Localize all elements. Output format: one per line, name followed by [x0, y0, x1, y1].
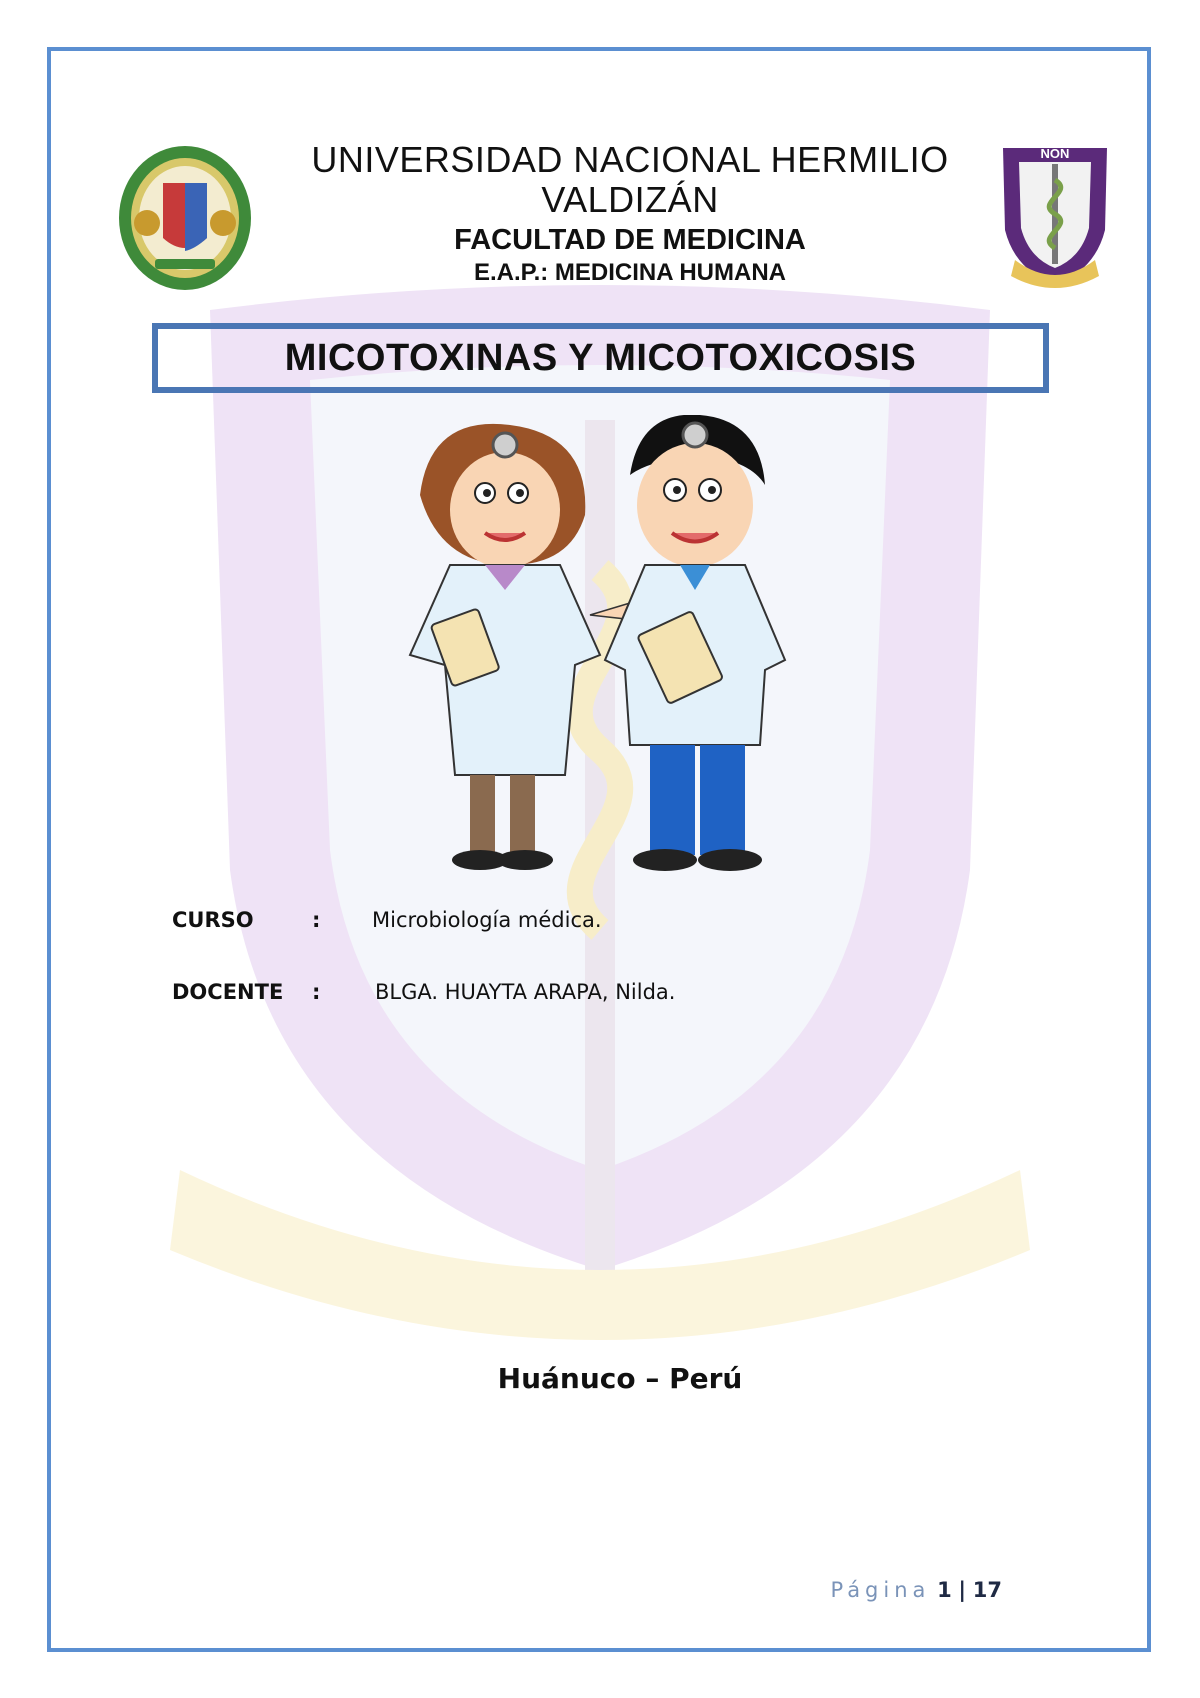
current-page: 1 — [937, 1578, 952, 1602]
total-pages: 17 — [972, 1578, 1002, 1602]
course-label: CURSO — [172, 908, 254, 932]
page-divider: | — [958, 1578, 967, 1602]
male-doctor — [605, 415, 785, 871]
teacher-value: BLGA. HUAYTA ARAPA, Nilda. — [375, 980, 676, 1004]
page-label: Página — [830, 1578, 931, 1602]
document-title: MICOTOXINAS Y MICOTOXICOSIS — [284, 336, 917, 379]
header — [270, 140, 990, 288]
medicine-faculty-crest-icon — [995, 140, 1115, 290]
title-box — [152, 323, 1049, 393]
school-name: E.A.P.: MEDICINA HUMANA — [473, 259, 786, 286]
teacher-label: DOCENTE — [172, 980, 284, 1004]
university-seal-icon — [115, 143, 255, 293]
city-country: Huánuco – Perú — [497, 1362, 743, 1395]
university-name: UNIVERSIDAD NACIONAL HERMILIO VALDIZÁN — [311, 139, 949, 220]
crest-motto: NON — [1040, 146, 1070, 161]
page-footer — [830, 1578, 1002, 1602]
faculty-name: FACULTAD DE MEDICINA — [454, 224, 806, 256]
teacher-separator: : — [312, 980, 321, 1004]
female-doctor — [410, 424, 640, 870]
course-separator: : — [312, 908, 321, 932]
course-value: Microbiología médica. — [372, 908, 602, 932]
doctors-illustration — [400, 415, 830, 890]
